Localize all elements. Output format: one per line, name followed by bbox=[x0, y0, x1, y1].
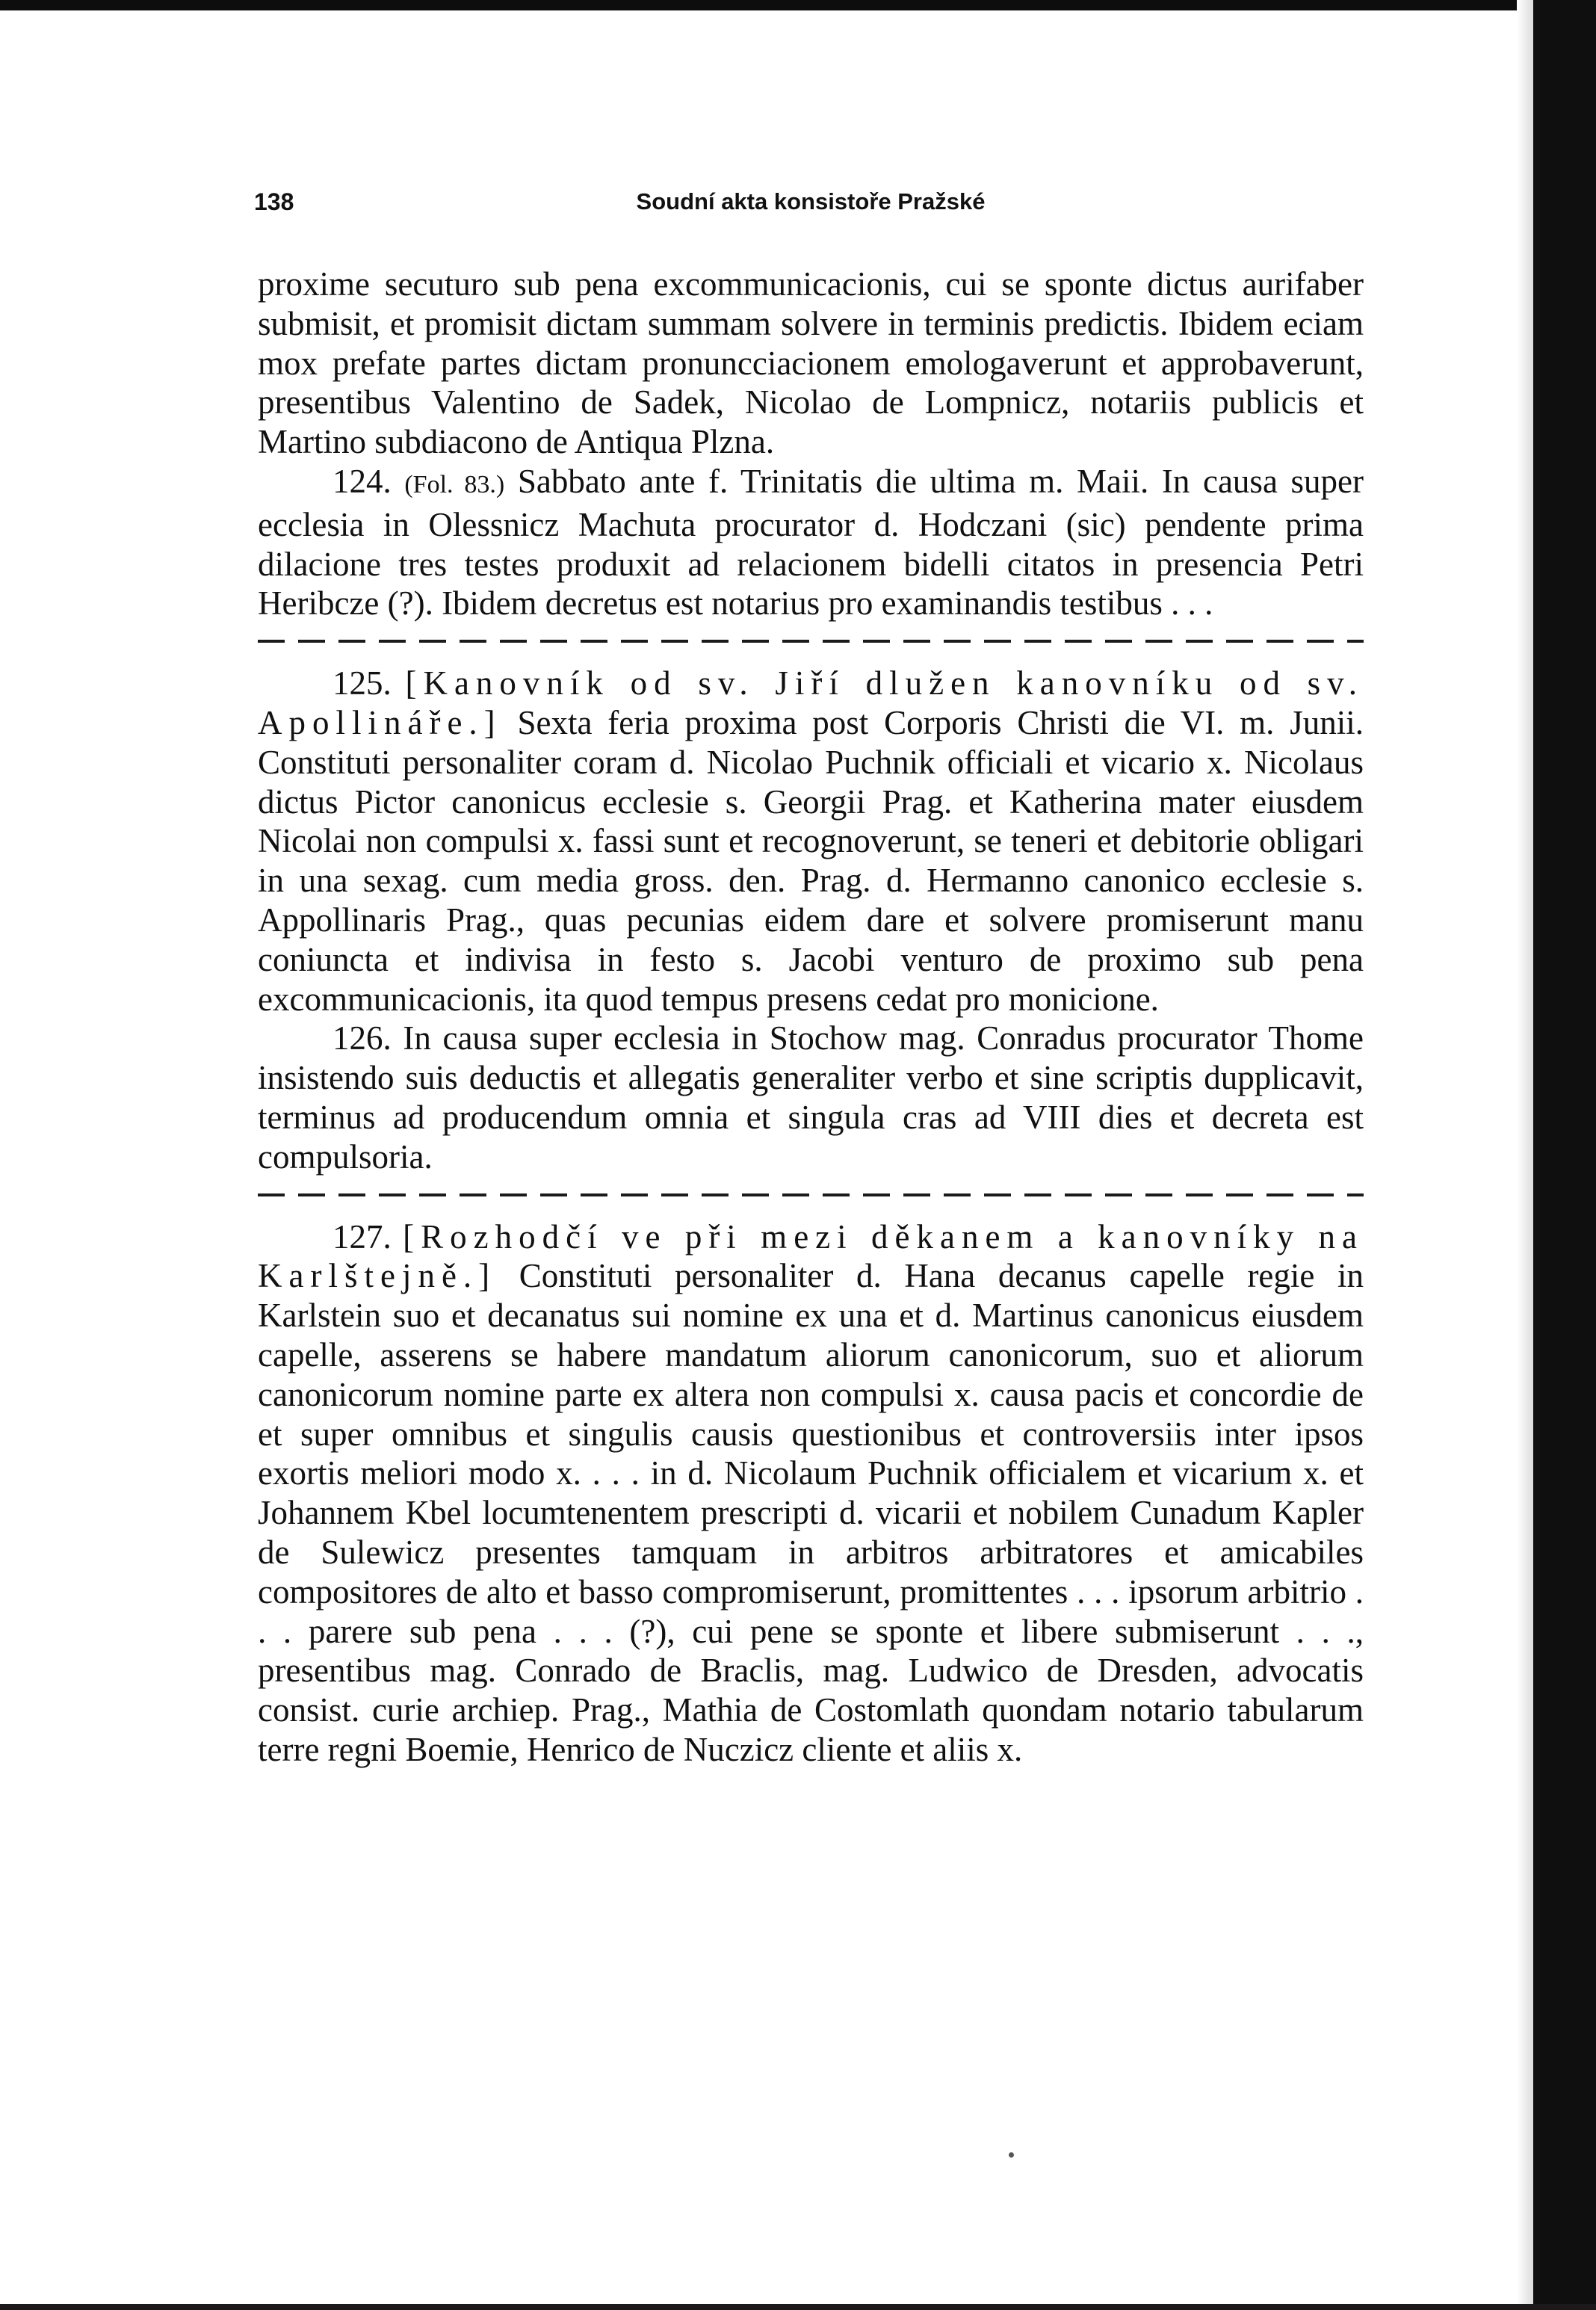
entry-number: 124. bbox=[332, 462, 392, 500]
entry-text: Sexta feria proxima post Corporis Christi die VI. m. Junii. Constituti personaliter coram d. Nicolao Puchnik officiali et vicario x. Nicolaus dictus Pictor canonicus ecclesie s. Georgii Prag. et Katherina mater eiusdem Nicolai non compulsi x. fassi sunt et recognoverunt, se teneri et debitorie obligari in una sexag. cum media gross. den. Prag. d. Hermanno canonico ecclesie s. Appollinaris Prag., quas pecunias eidem dare et solvere promiserunt manu coniuncta et indivisa in festo s. Jacobi venturo de proximo sub pena excommunicacionis, ita quod tempus presens cedat pro monicione. bbox=[258, 703, 1364, 1018]
scan-speck bbox=[1009, 2152, 1014, 2158]
entry-number: 125. bbox=[332, 664, 392, 702]
entry-heading: [Rozhodčí ve při mezi děkanem a kanovníky na Karlštejně.] bbox=[258, 1217, 1364, 1295]
scan-border-bottom bbox=[0, 2304, 1596, 2310]
entry-text: Constituti personaliter d. Hana decanus capelle regie in Karlstein suo et decanatus sui nomine ex una et d. Martinus canonicus eiusdem capelle, asserens se habere mandatum aliorum canonicorum, suo et aliorum canonicorum nomine parte ex altera non compulsi x. causa pacis et concordie de et super omnibus et singulis causis questionibus et controversiis inter ipsos exortis meliori modo x. . . . in d. Nicolaum Puchnik officialem et vicarium x. et Johannem Kbel locumtenentem prescripti d. vicarii et nobilem Cunadum Kapler de Sulewicz presentes tamquam in arbitros arbitratores et amicabiles compositores de alto et basso compromiserunt, promittentes . . . ipsorum arbitrio . . . parere sub pena . . . (?), cui pene se sponte et libere submiserunt . . ., presentibus mag. Conrado de Braclis, mag. Ludwico de Dresden, advocatis consist. curie archiep. Prag., Mathia de Costomlath quondam notario tabularum terre regni Boemie, Henrico de Nuczicz cliente et aliis x. bbox=[258, 1257, 1364, 1768]
entry-heading: [Kanovník od sv. Jiří dlužen kanovníku od sv. Apollináře.] bbox=[258, 664, 1364, 741]
scan-border-right bbox=[1533, 0, 1596, 2310]
body-text bbox=[258, 265, 1364, 1770]
entry-124 bbox=[258, 462, 1364, 623]
running-title: Soudní akta konsistoře Pražské bbox=[636, 188, 986, 214]
page-number: 138 bbox=[254, 188, 294, 215]
entry-number: 127. bbox=[332, 1217, 392, 1256]
section-separator bbox=[258, 640, 1364, 643]
scan-border-top bbox=[0, 0, 1596, 10]
entry-text: In causa super ecclesia in Stochow mag. Conradus procurator Thome insistendo suis deductis et allegatis generaliter verbo et sine scriptis dupplicavit, terminus ad producendum omnia et singula cras ad VIII dies et decreta est compulsoria. bbox=[258, 1019, 1364, 1176]
section-separator bbox=[258, 1193, 1364, 1196]
entry-126 bbox=[258, 1019, 1364, 1176]
entry-text: Sabbato ante f. Trinitatis die ultima m. Maii. In causa super ecclesia in Olessnicz Machuta procurator d. Hodczani (sic) pendente prima dilacione tres testes produxit ad relacionem bidelli citatos in presencia Petri Heribcze (?). Ibidem decretus est notarius pro examinandis testibus . . . bbox=[258, 462, 1364, 623]
paragraph-continuation: proxime secuturo sub pena excommunicacionis, cui se sponte dictus aurifaber submisit, et promisit dictam summam solvere in terminis predictis. Ibidem eciam mox prefate partes dictam pronuncciacionem emologaverunt et approbaverunt, presentibus Valentino de Sadek, Nicolao de Lompnicz, notariis publicis et Martino subdiacono de Antiqua Plzna. bbox=[258, 265, 1364, 461]
page-header bbox=[254, 188, 1367, 226]
entry-125 bbox=[258, 664, 1364, 1019]
entry-127 bbox=[258, 1217, 1364, 1770]
scan-page-shadow bbox=[1517, 0, 1533, 2310]
folio-reference: (Fol. 83.) bbox=[404, 470, 505, 498]
entry-number: 126. bbox=[332, 1019, 392, 1057]
